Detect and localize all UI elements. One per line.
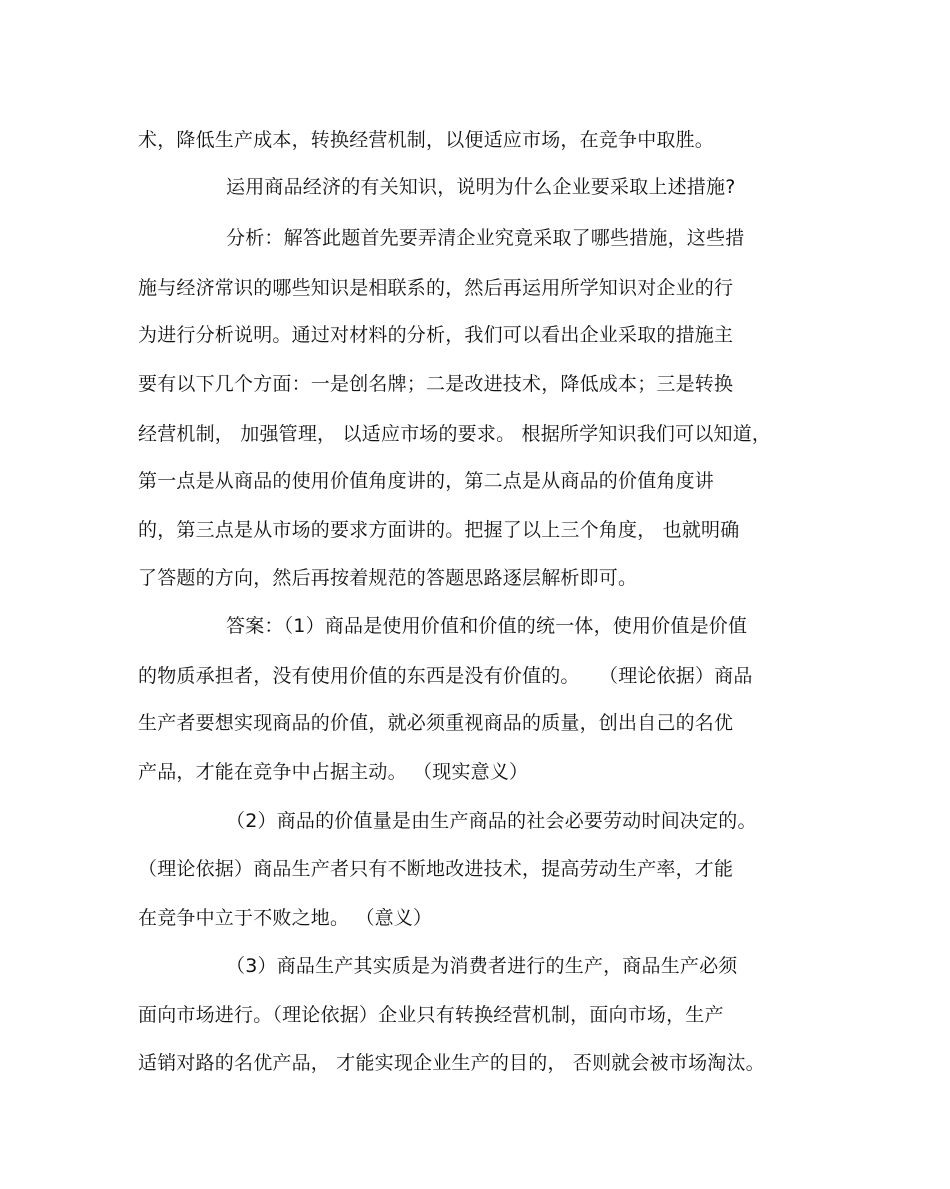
- text-line-3: 分析：解答此题首先要弄清企业究竟采取了哪些措施，这些措: [226, 227, 745, 249]
- text-line-12: 的物质承担者，没有使用价值的东西是没有价值的。 （理论依据）商品: [138, 665, 753, 687]
- text-line-18: （3）商品生产其实质是为消费者进行的生产，商品生产必须: [226, 955, 738, 977]
- text-line-7: 经营机制， 加强管理， 以适应市场的要求。 根据所学知识我们可以知道，: [138, 423, 772, 445]
- text-line-6: 要有以下几个方面：一是创名牌；二是改进技术，降低成本；三是转换: [138, 373, 734, 395]
- text-line-16: （理论依据）商品生产者只有不断地改进技术，提高劳动生产率，才能: [138, 858, 734, 880]
- text-line-11: 答案：（1）商品是使用价值和价值的统一体，使用价值是价值: [226, 615, 748, 637]
- text-line-15: （2）商品的价值量是由生产商品的社会必要劳动时间决定的。: [226, 810, 757, 832]
- text-line-17: 在竞争中立于不败之地。 （意义）: [138, 907, 433, 929]
- text-line-8: 第一点是从商品的使用价值角度讲的，第二点是从商品的价值角度讲: [138, 470, 715, 492]
- text-line-1: 术，降低生产成本，转换经营机制，以便适应市场，在竞争中取胜。: [138, 129, 715, 151]
- text-line-10: 了答题的方向，然后再按着规范的答题思路逐层解析即可。: [138, 567, 638, 589]
- text-line-5: 为进行分析说明。通过对材料的分析，我们可以看出企业采取的措施主: [138, 324, 734, 346]
- text-line-13: 生产者要想实现商品的价值，就必须重视商品的质量，创出自己的名优: [138, 712, 734, 734]
- text-line-19: 面向市场进行。（理论依据）企业只有转换经营机制，面向市场，生产: [138, 1004, 724, 1026]
- text-line-4: 施与经济常识的哪些知识是相联系的，然后再运用所学知识对企业的行: [138, 277, 734, 299]
- text-line-20: 适销对路的名优产品， 才能实现企业生产的目的， 否则就会被市场淘汰。: [138, 1052, 765, 1074]
- text-line-14: 产品，才能在竞争中占据主动。 （现实意义）: [138, 761, 529, 783]
- text-line-9: 的，第三点是从市场的要求方面讲的。把握了以上三个角度， 也就明确: [138, 519, 740, 541]
- text-line-2: 运用商品经济的有关知识，说明为什么企业要采取上述措施?: [226, 176, 736, 198]
